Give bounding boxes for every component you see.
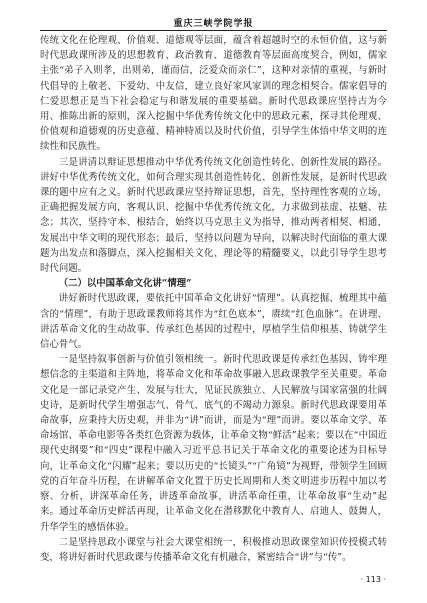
section-heading: （二）以中国革命文化讲“情理” (58, 278, 192, 290)
paragraph-point-three: 三是讲清以辩证思想推动中华优秀传统文化创造性转化、创新性发展的路径。讲好中华优秀传统文化，如何合理实现其创造性转化、创新性发展，是新时代思政课的题中应有之义。新时代思政课应坚持辩证思想，首先，坚持理性客观的立场，正确把握发展方向，客观认识、挖掘中华优秀传统文化，力求做到祛虚、祛魅、祛念；其次，坚持守本、根结合，始终以马克思主义为指导，推动两者相契、相通，发展出中华文明的现代形态；最后，坚持以问题为导向，以解决时代面临的重大课题为出发点和落脚点，深入挖掘相关文化、理论等的精髓要义，以此引导学生思考时代问题。 (40, 156, 387, 275)
header-rule (40, 30, 387, 31)
page-body (40, 33, 387, 565)
paragraph-continued: 传统文化在伦理观、价值观、道德观等层面，蕴含着超越时空的永恒价值，这与新时代思政课所涉及的思想教育、政治教育、道德教育等层面高度契合，例如，儒家主张“弟子入则孝，出则弟，谨而信，泛爱众而亲仁”，这种对亲情的重视，与新时代倡导的上敬老、下爱幼、中友信，建立良好家风家训的理念相契合。儒家倡导的仁爱思想正是当下社会稳定与和谐发展的重要基础。新时代思政课应坚持古为今用、推陈出新的原则，深入挖掘中华优秀传统文化中的思政元素，探寻其伦理观、价值观和道德观的历史意蕴、精神特质以及时代价值，引导学生体悟中华文明的连续性和民族性。 (40, 35, 387, 153)
page-number: · 113 · (360, 575, 386, 584)
paragraph-point-two: 二是坚持思政小课堂与社会大课堂相统一，积极推动思政课堂知识传授模式转变，将讲好新时代思政课与传播革命文化有机融合，紧密结合“讲”与“传”。 (40, 536, 387, 563)
paragraph-point-one: 一是坚持叙事创新与价值引领相统一。新时代思政课是传承红色基因、铸牢理想信念的主渠道和主阵地，将革命文化和革命故事融入思政课教学至关重要。革命文化是一部记录党产生、发展与壮大，见证民族独立、人民解放与国家富强的壮阔史诗，是新时代学生增强志气、骨气、底气的不竭动力源泉。新时代思政课要用革命故事，应秉持大历史观，并非为“讲”而讲，而是为“理”而讲。要以革命文学、革命场馆、革命电影等各类红色资源为载体，让革命文物“鲜活”起来；要以在“中国近现代史纲要”和“四史”课程中融入习近平总书记关于革命文化的重要论述为目标导向，让革命文化“闪耀”起来；要以历史的“长镜头”“广角镜”为视野，带领学生回顾党的百年奋斗历程，在讲解革命文化置于历史长周期和人类文明进步历程中加以考察、分析，讲深革命任务，讲透革命故事，讲活革命任重，让革命故事“生动”起来。通过革命历史鲜活再现，让革命文化在潜移默化中教育人、启迪人、鼓舞人，升华学生的感悟体验。 (40, 354, 387, 533)
journal-header: 重庆三峡学院学报 (173, 19, 254, 29)
paragraph-intro-revolution: 讲好新时代思政课，要依托中国革命文化讲好“情理”。认真挖掘、梳理其中蕴含的“情理”，有助于思政课教师将其作为“红色底本”，赓续“红色血脉”。在讲理、讲活革命文化的生动故事、传承红色基因的过程中，厚植学生信仰根基、铸就学生信心骨气。 (40, 293, 387, 351)
